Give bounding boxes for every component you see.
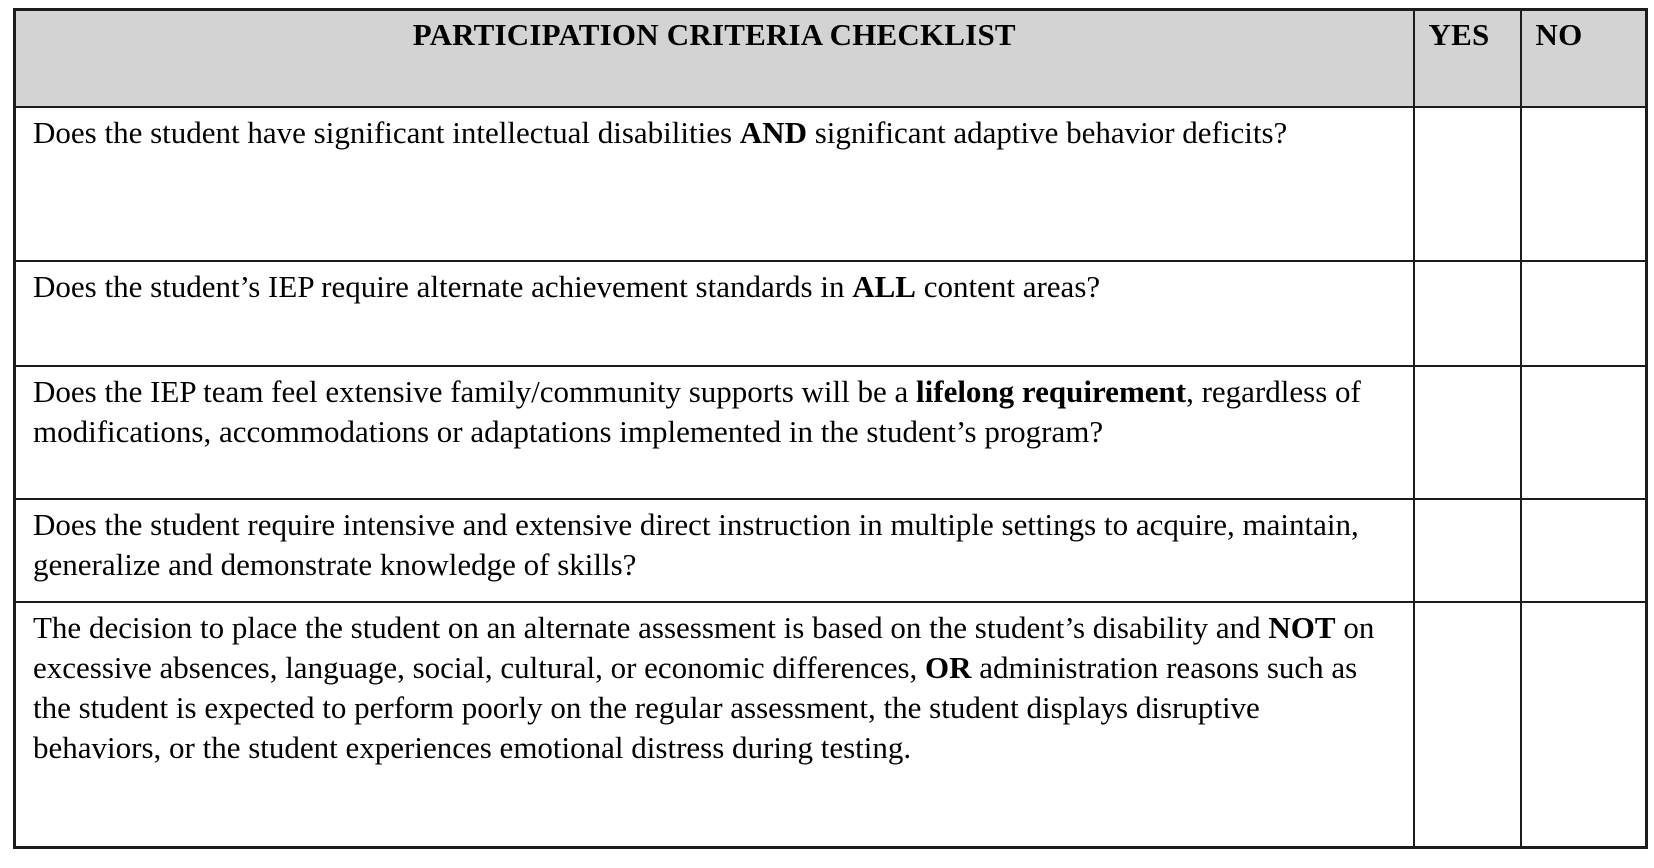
question-text-segment: The decision to place the student on an alternate assessment is based on the student’s disability and	[33, 609, 1269, 645]
no-answer-cell[interactable]	[1521, 366, 1647, 499]
question-text-segment: on excessive absences, language, social, cultural, or economic differences,	[33, 609, 1375, 685]
criterion-question-text	[15, 366, 1414, 499]
yes-answer-cell[interactable]	[1414, 602, 1521, 848]
criterion-question-text	[15, 261, 1414, 366]
table-row	[15, 261, 1647, 366]
question-text-segment: significant adaptive behavior deficits?	[806, 114, 1288, 150]
table-row	[15, 107, 1647, 261]
question-text-segment: Does the student have significant intellectual disabilities	[33, 114, 740, 150]
question-text-segment: administration reasons such as the student is expected to perform poorly on the regular assessment, the student displays disruptive behaviors, or the student experiences emotional distress during testing.	[33, 649, 1358, 765]
table-row	[15, 366, 1647, 499]
no-answer-cell[interactable]	[1521, 499, 1647, 602]
question-text-segment: Does the student’s IEP require alternate achievement standards in	[33, 268, 853, 304]
bold-emphasis: lifelong requirement	[916, 373, 1187, 409]
no-answer-cell[interactable]	[1521, 107, 1647, 261]
yes-answer-cell[interactable]	[1414, 107, 1521, 261]
criterion-question-text	[15, 107, 1414, 261]
yes-answer-cell[interactable]	[1414, 261, 1521, 366]
no-answer-cell[interactable]	[1521, 602, 1647, 848]
table-title: PARTICIPATION CRITERIA CHECKLIST	[15, 10, 1414, 107]
criterion-question-text	[15, 499, 1414, 602]
yes-answer-cell[interactable]	[1414, 366, 1521, 499]
bold-emphasis: ALL	[852, 268, 916, 304]
question-text-segment: , regardless of modifications, accommodations or adaptations implemented in the student’s program?	[33, 373, 1361, 449]
criterion-question-text	[15, 602, 1414, 848]
no-column-header: NO	[1521, 10, 1647, 107]
question-text-segment: content areas?	[915, 268, 1101, 304]
question-text-segment: Does the IEP team feel extensive family/community supports will be a	[33, 373, 917, 409]
bold-emphasis: OR	[925, 649, 972, 685]
question-text-segment: Does the student require intensive and extensive direct instruction in multiple settings to acquire, maintain, generalize and demonstrate knowledge of skills?	[33, 506, 1359, 582]
participation-criteria-table	[13, 8, 1648, 849]
yes-answer-cell[interactable]	[1414, 499, 1521, 602]
yes-column-header: YES	[1414, 10, 1521, 107]
criteria-rows	[15, 107, 1647, 848]
no-answer-cell[interactable]	[1521, 261, 1647, 366]
bold-emphasis: NOT	[1268, 609, 1336, 645]
table-header-row	[15, 10, 1647, 107]
bold-emphasis: AND	[739, 114, 807, 150]
table-row	[15, 602, 1647, 848]
table-row	[15, 499, 1647, 602]
